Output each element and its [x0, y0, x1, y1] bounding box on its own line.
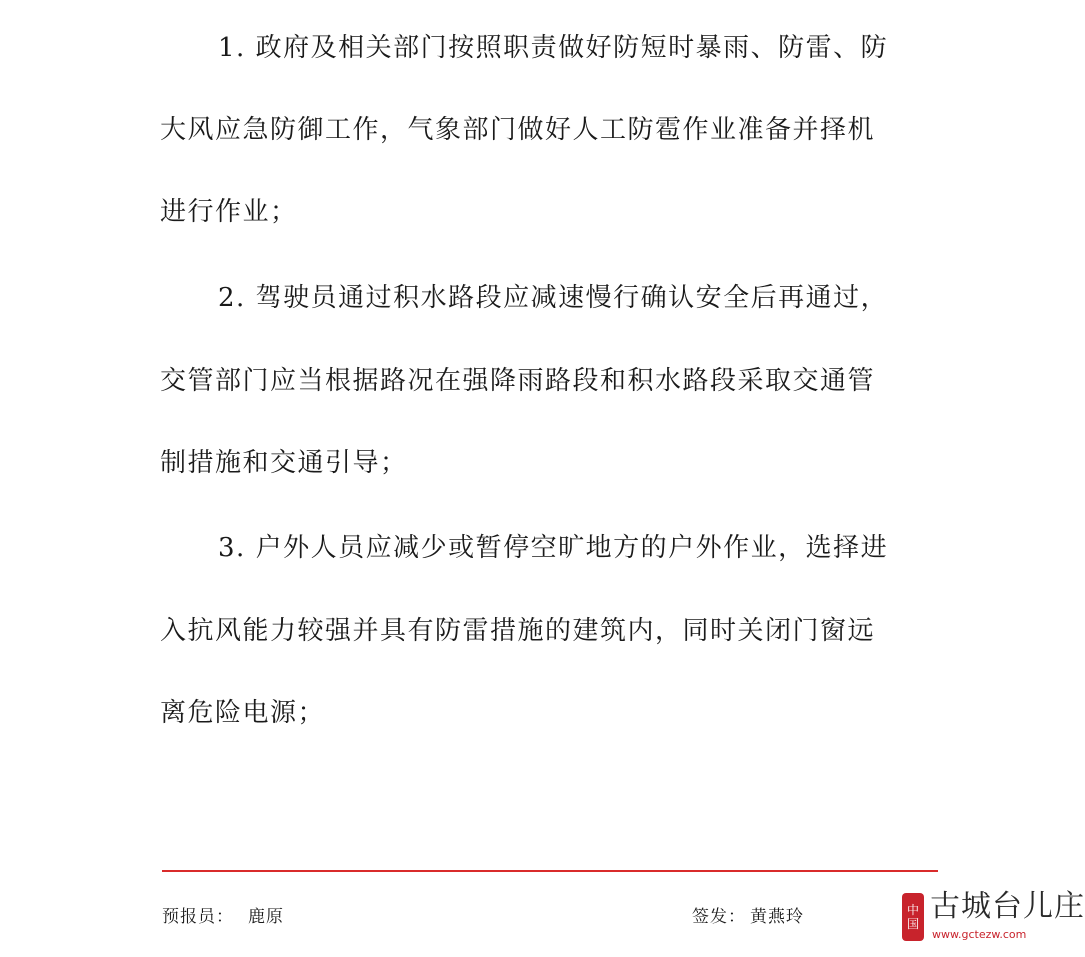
signer-label: 签发： — [692, 907, 746, 927]
paragraph-3-line-3: 离危险电源； — [160, 698, 326, 728]
paragraph-2-line-3: 制措施和交通引导； — [160, 448, 408, 478]
footer-divider — [162, 870, 938, 872]
forecaster-label: 预报员： — [162, 907, 234, 927]
paragraph-1-line-2: 大风应急防御工作，气象部门做好人工防雹作业准备并择机 — [160, 115, 876, 145]
forecaster-name: 鹿原 — [248, 907, 284, 927]
signer-line — [692, 906, 804, 928]
watermark-title: 古城台儿庄 — [930, 889, 1085, 924]
paragraph-3-line-1: 3. 户外人员应减少或暂停空旷地方的户外作业，选择进 — [218, 533, 889, 563]
seal-icon: 中 国 — [902, 893, 924, 941]
paragraph-3-line-2: 入抗风能力较强并具有防雷措施的建筑内，同时关闭门窗远 — [160, 616, 876, 646]
paragraph-1-line-3: 进行作业； — [160, 197, 298, 227]
paragraph-2-line-1: 2. 驾驶员通过积水路段应减速慢行确认安全后再通过， — [218, 283, 889, 313]
paragraph-2-line-2: 交管部门应当根据路况在强降雨路段和积水路段采取交通管 — [160, 366, 876, 396]
paragraph-1-line-1: 1. 政府及相关部门按照职责做好防短时暴雨、防雷、防 — [218, 33, 889, 63]
forecaster-line — [162, 906, 284, 928]
signer-name: 黄燕玲 — [750, 907, 804, 927]
watermark-logo — [902, 889, 1085, 947]
watermark-url: www.gctezw.com — [932, 928, 1027, 941]
